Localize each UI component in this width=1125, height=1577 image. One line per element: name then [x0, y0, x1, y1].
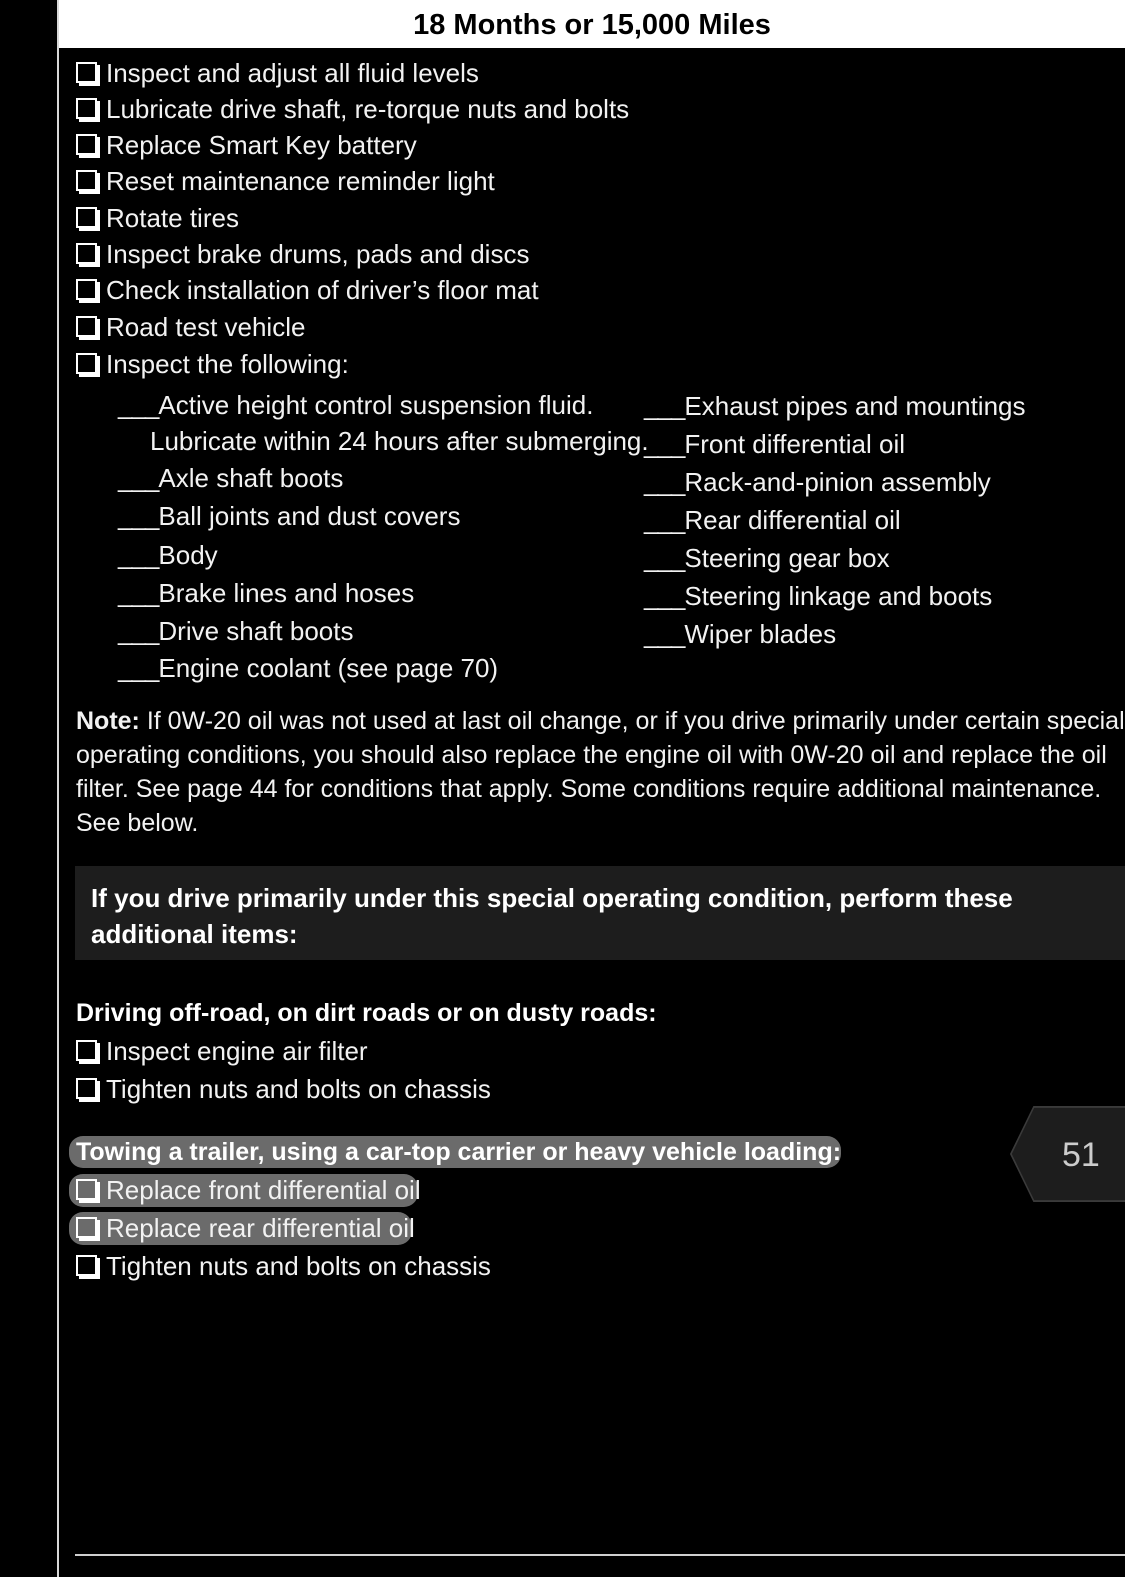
left-margin-rule [57, 0, 59, 1577]
inspect-item: ___Engine coolant (see page 70) [118, 653, 499, 683]
inspect-item-continuation: Lubricate within 24 hours after submerging. [150, 426, 649, 456]
checklist-item[interactable]: Reset maintenance reminder light [76, 166, 495, 196]
inspect-item: ___Rear differential oil [644, 505, 901, 535]
inspect-item: ___Active height control suspension fluid. [118, 390, 594, 420]
checkbox-icon[interactable] [76, 1255, 97, 1276]
note-paragraph: Note: If 0W-20 oil was not used at last oil change, or if you drive primarily under certain special operating conditions, you should also replace the engine oil with 0W-20 oil and replace the oil filter. See page 44 for conditions that apply. Some conditions require additional maintenance. See below. [76, 707, 1125, 837]
checklist-item[interactable]: Tighten nuts and bolts on chassis [76, 1074, 491, 1104]
checklist-item[interactable]: Inspect and adjust all fluid levels [76, 58, 479, 88]
checklist-item[interactable]: Replace rear differential oil [76, 1213, 415, 1243]
inspect-item: ___Body [118, 540, 218, 570]
checklist-item[interactable]: Road test vehicle [76, 312, 305, 342]
offroad-heading: Driving off-road, on dirt roads or on dusty roads: [76, 999, 657, 1027]
inspect-item: ___Brake lines and hoses [118, 578, 415, 608]
inspect-item: ___Ball joints and dust covers [118, 501, 461, 531]
checklist-item[interactable]: Rotate tires [76, 203, 239, 233]
checklist-item[interactable]: Tighten nuts and bolts on chassis [76, 1251, 491, 1281]
checklist-item[interactable]: Inspect the following: [76, 349, 349, 379]
checklist-item[interactable]: Inspect engine air filter [76, 1036, 368, 1066]
inspect-item: ___Exhaust pipes and mountings [644, 391, 1026, 421]
special-condition-box [75, 866, 1125, 960]
checklist-item[interactable]: Inspect brake drums, pads and discs [76, 239, 529, 269]
checkbox-icon[interactable] [76, 353, 97, 374]
checkbox-icon[interactable] [76, 1078, 97, 1099]
checkbox-icon[interactable] [76, 1217, 97, 1238]
bottom-rule [75, 1554, 1125, 1556]
checklist-item[interactable]: Replace Smart Key battery [76, 130, 417, 160]
checkbox-icon[interactable] [76, 316, 97, 337]
checkbox-icon[interactable] [76, 279, 97, 300]
inspect-item: ___Rack-and-pinion assembly [644, 467, 991, 497]
inspect-item: ___Front differential oil [644, 429, 906, 459]
checklist-item[interactable]: Check installation of driver’s floor mat [76, 275, 539, 305]
checkbox-icon[interactable] [76, 1179, 97, 1200]
inspect-item: ___Steering linkage and boots [644, 581, 993, 611]
checkbox-icon[interactable] [76, 98, 97, 119]
page-number: 51 [1062, 1136, 1100, 1174]
page-title: 18 Months or 15,000 Miles [59, 0, 1125, 48]
inspect-item: ___Wiper blades [644, 619, 837, 649]
checkbox-icon[interactable] [76, 243, 97, 264]
checkbox-icon[interactable] [76, 1040, 97, 1061]
inspect-item: ___Drive shaft boots [118, 616, 354, 646]
towing-heading: Towing a trailer, using a car-top carrier or heavy vehicle loading: [76, 1138, 842, 1166]
checkbox-icon[interactable] [76, 134, 97, 155]
inspect-item: ___Axle shaft boots [118, 463, 344, 493]
checklist-item[interactable]: Replace front differential oil [76, 1175, 421, 1205]
checklist-item[interactable]: Lubricate drive shaft, re-torque nuts and bolts [76, 94, 629, 124]
checkbox-icon[interactable] [76, 62, 97, 83]
inspect-item: ___Steering gear box [644, 543, 890, 573]
checkbox-icon[interactable] [76, 170, 97, 191]
checkbox-icon[interactable] [76, 207, 97, 228]
special-condition-text: If you drive primarily under this special operating condition, perform these additional items: [91, 883, 1013, 949]
